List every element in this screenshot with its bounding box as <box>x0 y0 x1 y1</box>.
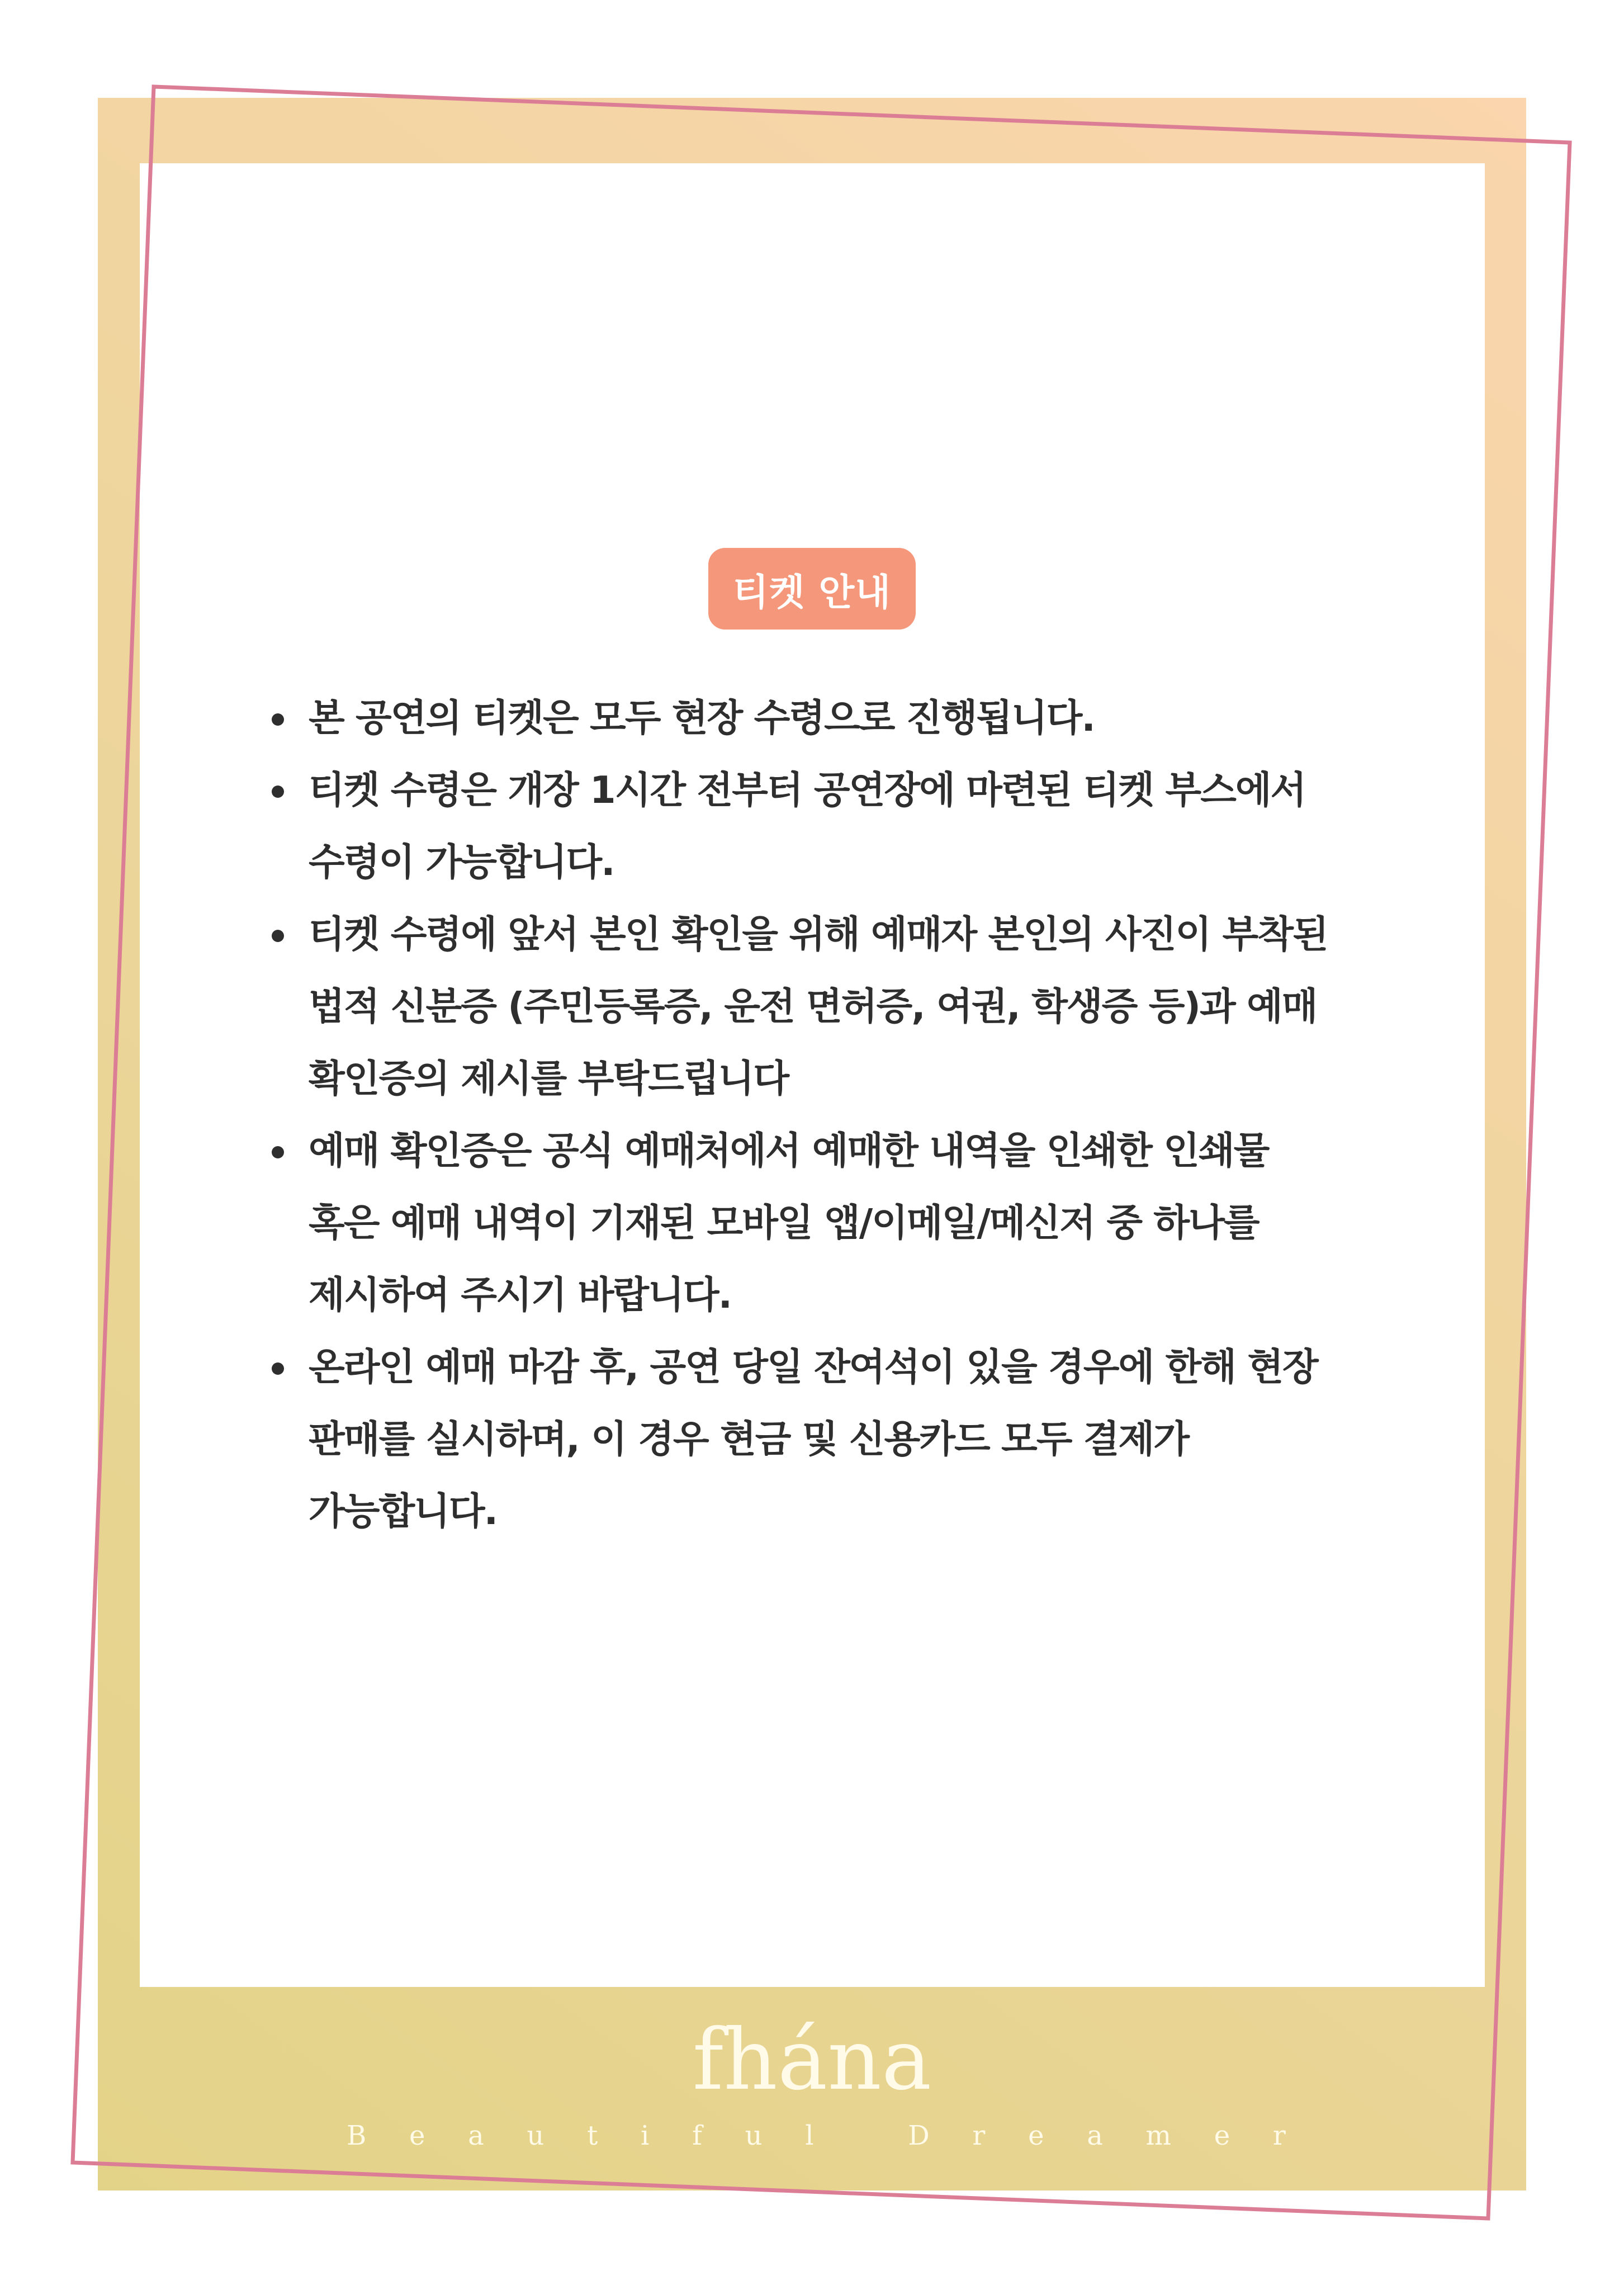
notice-line: 수령이 가능합니다. <box>309 840 614 884</box>
notice-line: 예매 확인증은 공식 예매처에서 예매한 내역을 인쇄한 인쇄물 <box>309 1129 1269 1172</box>
tagline-letter <box>856 2122 865 2150</box>
notice-item <box>309 1115 1399 1331</box>
brand-logo: fhána <box>692 2012 932 2109</box>
tagline-letter: i <box>641 2120 650 2151</box>
tagline-letter: e <box>409 2120 425 2151</box>
tagline-letter: f <box>692 2120 702 2151</box>
badge-title: 티켓 안내 <box>732 570 891 614</box>
tagline-letter: B <box>347 2120 367 2151</box>
notice-list <box>309 682 1399 1548</box>
notice-item <box>309 898 1399 1115</box>
notice-line: 온라인 예매 마감 후, 공연 당일 잔여석이 있을 경우에 한해 현장 <box>309 1345 1318 1389</box>
tagline-letter: t <box>587 2120 598 2151</box>
ticket-info-badge <box>708 548 916 630</box>
notice-item <box>309 682 1399 754</box>
notice-line: 혹은 예매 내역이 기재된 모바일 앱/이메일/메신저 중 하나를 <box>309 1201 1259 1245</box>
tagline-letter: a <box>1087 2120 1103 2151</box>
tagline-letter: m <box>1145 2120 1172 2151</box>
tagline-letter: e <box>1028 2120 1044 2151</box>
tagline-letter: r <box>972 2120 986 2151</box>
tagline-letter: r <box>1272 2120 1286 2151</box>
notice-line: 법적 신분증 (주민등록증, 운전 면허증, 여권, 학생증 등)과 예매 <box>309 985 1317 1028</box>
tagline-letter: e <box>1214 2120 1230 2151</box>
notice-line: 제시하여 주시기 바랍니다. <box>309 1273 732 1317</box>
notice-line: 가능합니다. <box>309 1489 498 1533</box>
notice-line: 확인증의 제시를 부탁드립니다 <box>309 1057 789 1100</box>
notice-line: 본 공연의 티켓은 모두 현장 수령으로 진행됩니다. <box>309 696 1095 740</box>
notice-item <box>309 754 1399 898</box>
bullet-icon <box>272 786 284 798</box>
notice-line: 티켓 수령에 앞서 본인 확인을 위해 예매자 본인의 사진이 부착된 <box>309 912 1328 956</box>
bullet-icon <box>272 1146 284 1158</box>
notice-item <box>309 1331 1399 1548</box>
tagline-letter: u <box>745 2120 763 2151</box>
bullet-icon <box>272 1362 284 1375</box>
bullet-icon <box>272 930 284 942</box>
tagline-letter: D <box>908 2120 930 2151</box>
tagline-letter: a <box>468 2120 484 2151</box>
notice-line: 티켓 수령은 개장 1시간 전부터 공연장에 마련된 티켓 부스에서 <box>309 768 1306 812</box>
tagline-letter: l <box>805 2120 814 2151</box>
bullet-icon <box>272 713 284 726</box>
notice-line: 판매를 실시하며, 이 경우 현금 및 신용카드 모두 결제가 <box>309 1417 1189 1461</box>
tagline-letter: u <box>527 2120 545 2151</box>
brand-tagline <box>347 2122 1286 2150</box>
